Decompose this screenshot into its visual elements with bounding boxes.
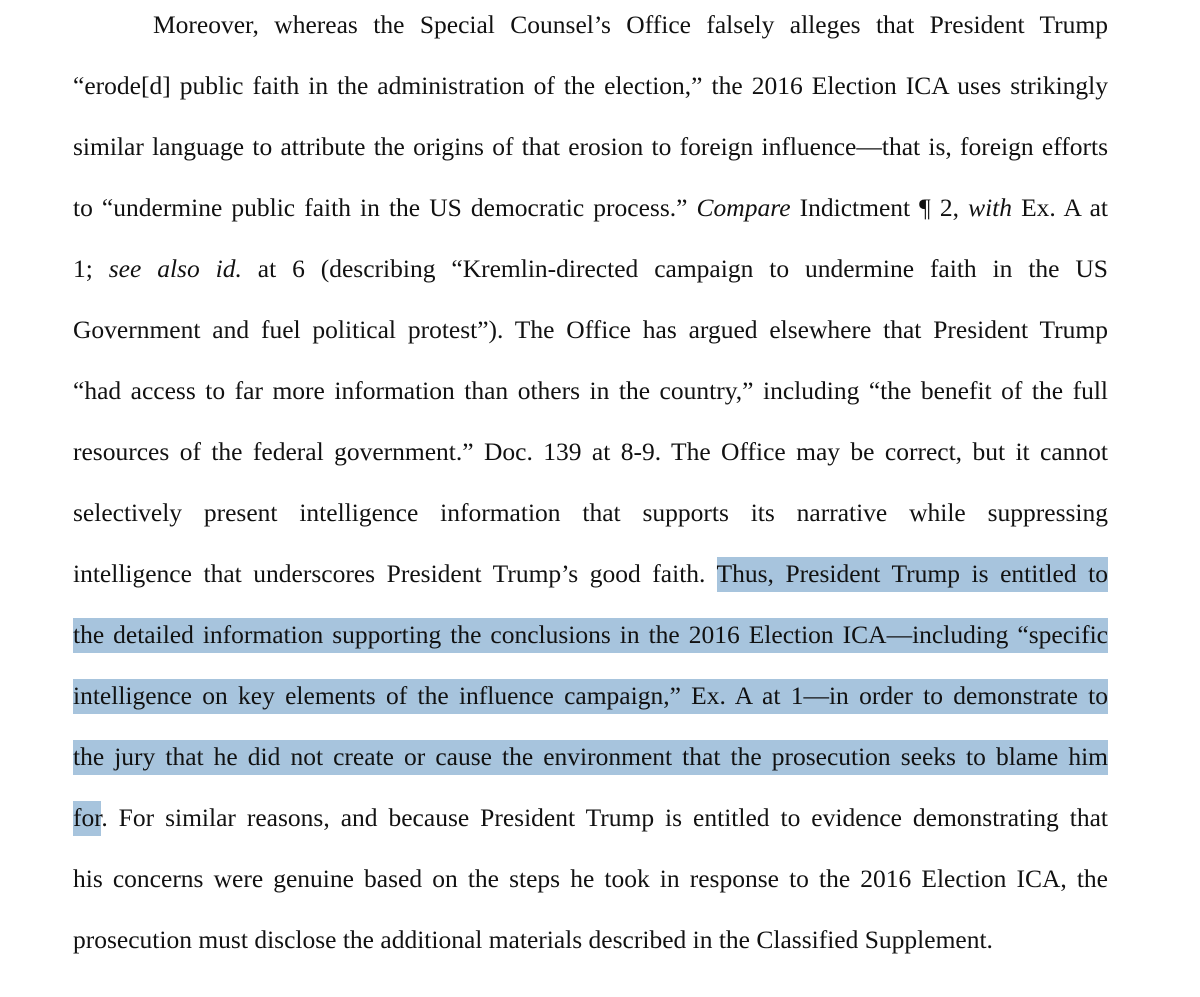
highlighted-text: for: [73, 801, 101, 836]
text-line: [73, 556, 1108, 592]
text-segment: at 6 (describing “Kremlin-directed campaign to undermine faith in the US: [241, 254, 1108, 283]
highlighted-text: intelligence on key elements of the influence campaign,” Ex. A at 1—in order to demonstrate to: [73, 679, 1108, 714]
text-line: [73, 190, 1108, 226]
text-segment: his concerns were genuine based on the steps he took in response to the 2016 Election ICA, the: [73, 864, 1108, 893]
text-line: [73, 678, 1108, 714]
text-line: [73, 129, 1108, 165]
italic-text: see also id.: [108, 254, 242, 283]
text-line: [73, 68, 1108, 104]
highlighted-text: the jury that he did not create or cause the environment that the prosecution seeks to blame him: [73, 740, 1108, 775]
text-segment: resources of the federal government.” Doc. 139 at 8-9. The Office may be correct, but it cannot: [73, 437, 1108, 466]
text-line: [73, 373, 1108, 409]
text-line: [73, 739, 1108, 775]
highlighted-text: the detailed information supporting the conclusions in the 2016 Election ICA—including “specific: [73, 618, 1108, 653]
text-segment: Indictment ¶ 2,: [790, 193, 969, 222]
text-segment: intelligence that underscores President Trump’s good faith.: [73, 559, 717, 588]
text-line: [73, 434, 1108, 470]
text-line: [73, 922, 1108, 958]
text-segment: Moreover, whereas the Special Counsel’s Office falsely alleges that President Trump: [153, 10, 1108, 39]
text-segment: Government and fuel political protest”). The Office has argued elsewhere that President Trump: [73, 315, 1108, 344]
text-segment: . For similar reasons, and because President Trump is entitled to evidence demonstrating that: [101, 803, 1108, 832]
text-line: [73, 617, 1108, 653]
text-line: [73, 861, 1108, 897]
text-segment: selectively present intelligence information that supports its narrative while suppressing: [73, 498, 1108, 527]
text-segment: Ex. A at: [1012, 193, 1108, 222]
text-segment: prosecution must disclose the additional materials described in the Classified Supplement.: [73, 925, 993, 954]
text-line: [73, 800, 1108, 836]
text-segment: similar language to attribute the origins of that erosion to foreign influence—that is, foreign efforts: [73, 132, 1108, 161]
italic-text: Compare: [696, 193, 791, 222]
text-line: [73, 495, 1108, 531]
italic-text: with: [968, 193, 1012, 222]
text-segment: 1;: [73, 254, 109, 283]
text-segment: to “undermine public faith in the US democratic process.”: [73, 193, 697, 222]
highlighted-text: Thus, President Trump is entitled to: [717, 557, 1108, 592]
text-line: [73, 251, 1108, 287]
text-line: [73, 312, 1108, 348]
text-segment: “erode[d] public faith in the administration of the election,” the 2016 Election ICA uses strikingly: [73, 71, 1108, 100]
text-segment: “had access to far more information than others in the country,” including “the benefit of the full: [73, 376, 1108, 405]
text-line: [153, 7, 1108, 43]
